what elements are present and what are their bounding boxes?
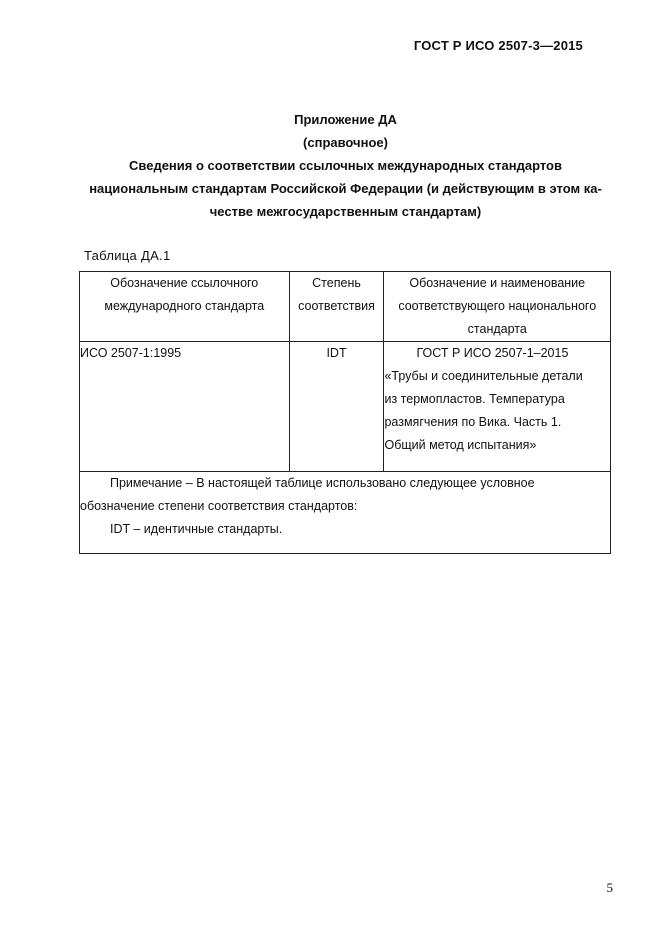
- header-intl-standard: [80, 272, 290, 342]
- cell-degree: IDT: [289, 342, 384, 472]
- header-text: стандарта: [467, 322, 527, 336]
- national-standard-title-line: «Трубы и соединительные детали: [384, 369, 583, 383]
- appendix-heading-line: национальным стандартам Российской Федерации (и действующим в этом ка-: [89, 181, 602, 196]
- document-code: ГОСТ Р ИСО 2507-3—2015: [413, 38, 583, 53]
- note-line: Примечание – В настоящей таблице использовано следующее условное: [110, 476, 535, 490]
- table-note: [80, 472, 611, 554]
- table-caption: Таблица ДА.1: [84, 248, 171, 263]
- header-text: Обозначение и наименование: [409, 276, 586, 290]
- header-text: Степень: [312, 276, 361, 290]
- appendix-heading-line: Сведения о соответствии ссылочных международных стандартов: [129, 158, 562, 173]
- header-degree: [289, 272, 384, 342]
- cell-national-standard: [384, 342, 611, 472]
- header-text: международного стандарта: [104, 299, 265, 313]
- header-text: соответствия: [298, 299, 375, 313]
- header-text: соответствующего национального: [398, 299, 597, 313]
- national-standard-title-line: Общий метод испытания»: [384, 438, 537, 452]
- cell-intl-standard: ИСО 2507-1:1995: [80, 342, 290, 472]
- national-standard-title-line: из термопластов. Температура: [384, 392, 565, 406]
- table-note-row: [80, 472, 611, 554]
- header-national-standard: [384, 272, 611, 342]
- table-header-row: [80, 272, 611, 342]
- appendix-subtitle: (справочное): [303, 135, 388, 150]
- appendix-heading: [80, 108, 611, 223]
- national-standard-number: ГОСТ Р ИСО 2507-1–2015: [416, 346, 569, 360]
- correspondence-table: [79, 271, 611, 554]
- appendix-title: Приложение ДА: [294, 112, 397, 127]
- table-row: [80, 342, 611, 472]
- note-line: IDT – идентичные стандарты.: [110, 522, 283, 536]
- national-standard-title-line: размягчения по Вика. Часть 1.: [384, 415, 562, 429]
- header-text: Обозначение ссылочного: [110, 276, 259, 290]
- note-line: обозначение степени соответствия стандартов:: [80, 499, 358, 513]
- appendix-heading-line: честве межгосударственным стандартам): [209, 204, 482, 219]
- page-number: 5: [606, 880, 613, 895]
